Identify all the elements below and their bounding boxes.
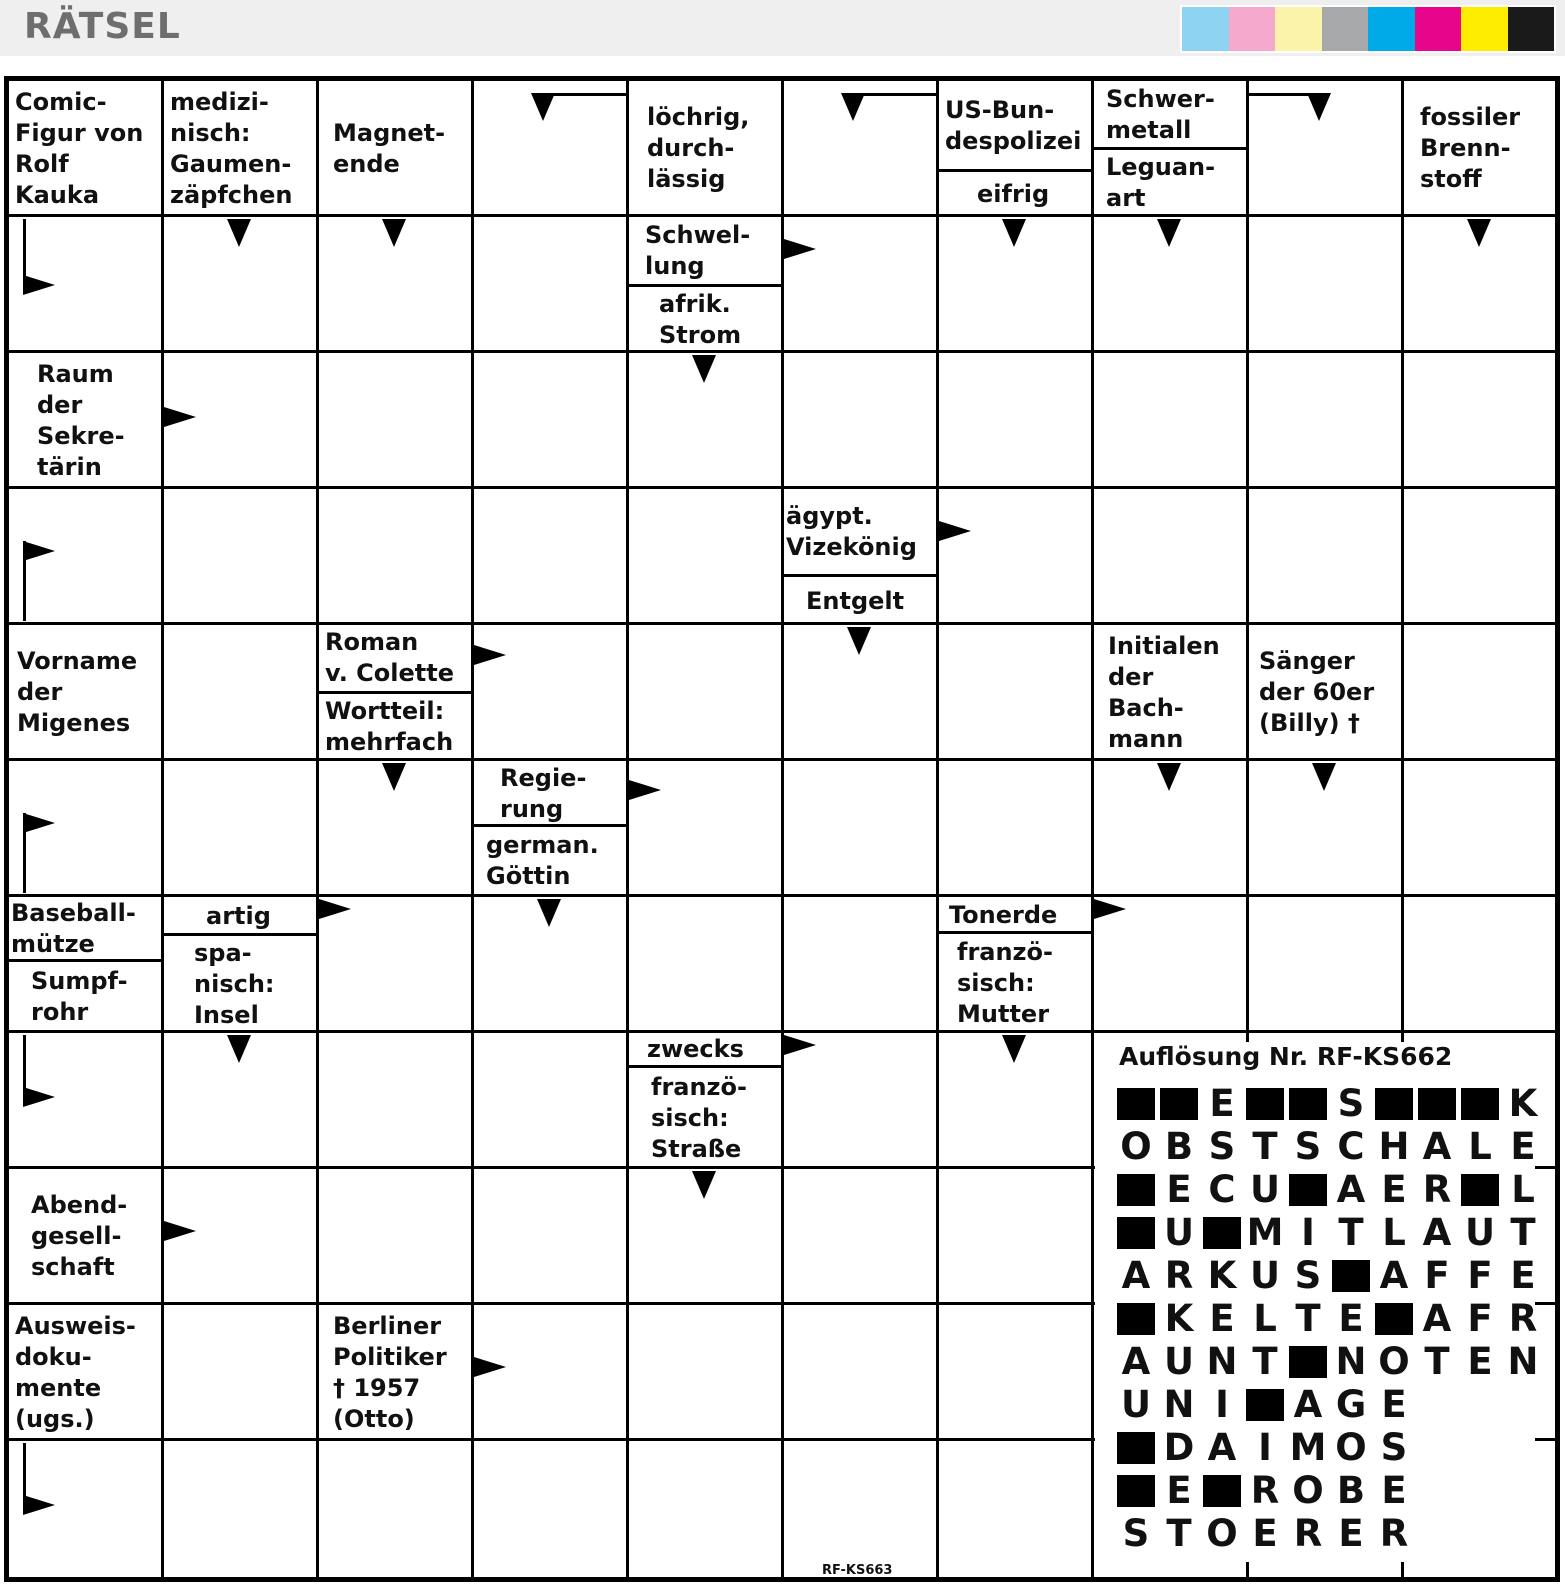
solution-letter: N bbox=[1335, 1340, 1367, 1383]
arrow-right-icon bbox=[784, 1035, 816, 1055]
grid-cell[interactable] bbox=[1249, 353, 1404, 489]
solution-letter: A bbox=[1379, 1254, 1409, 1297]
clue-german-goettin: german. Göttin bbox=[486, 831, 599, 890]
solution-letter: T bbox=[1510, 1211, 1536, 1254]
solution-block bbox=[1246, 1389, 1284, 1421]
solution-block bbox=[1160, 1088, 1198, 1120]
arrow-down-icon bbox=[1307, 93, 1331, 121]
clue-franz-strasse: franzö- sisch: Straße bbox=[651, 1072, 747, 1163]
arrow-down-icon bbox=[692, 1171, 716, 1199]
solution-letter: A bbox=[1293, 1383, 1323, 1426]
solution-letter: I bbox=[1301, 1211, 1315, 1254]
clue-us-bundespolizei: US-Bun- despolizei bbox=[945, 96, 1082, 155]
clue-eifrig: eifrig bbox=[977, 179, 1050, 208]
clue-zwecks: zwecks bbox=[647, 1034, 744, 1063]
solution-letter: S bbox=[1294, 1125, 1322, 1168]
solution-letter: N bbox=[1507, 1340, 1539, 1383]
clue-sumpfrohr: Sumpf- rohr bbox=[31, 967, 128, 1026]
solution-letter: R bbox=[1379, 1512, 1409, 1555]
grid-cell[interactable] bbox=[939, 1169, 1094, 1305]
solution-letter: R bbox=[1508, 1297, 1538, 1340]
clue-comic-figur: Comic- Figur von Rolf Kauka bbox=[15, 87, 144, 209]
color-swatch bbox=[1322, 7, 1369, 51]
arrow-right-icon bbox=[23, 275, 55, 295]
solution-letter: E bbox=[1381, 1383, 1407, 1426]
arrow-down-icon bbox=[1157, 763, 1181, 791]
solution-block bbox=[1117, 1303, 1155, 1335]
arrow-right-icon bbox=[164, 407, 196, 427]
solution-letter: B bbox=[1164, 1125, 1194, 1168]
solution-letter: E bbox=[1510, 1125, 1536, 1168]
arrow-down-icon bbox=[692, 355, 716, 383]
arrow-right-icon bbox=[23, 813, 55, 833]
solution-letter: N bbox=[1206, 1340, 1238, 1383]
color-swatch bbox=[1368, 7, 1415, 51]
solution-letter: C bbox=[1337, 1125, 1365, 1168]
clue-schwellung: Schwel- lung bbox=[645, 220, 751, 280]
solution-letter: H bbox=[1378, 1125, 1410, 1168]
solution-block bbox=[1117, 1088, 1155, 1120]
arrow-down-icon bbox=[227, 219, 251, 247]
grid-cell[interactable] bbox=[474, 1033, 629, 1169]
arrow-down-icon bbox=[847, 627, 871, 655]
grid-cell[interactable] bbox=[939, 489, 1094, 625]
solution-letter: M bbox=[1246, 1211, 1284, 1254]
arrow-right-icon bbox=[784, 239, 816, 259]
clue-saenger: Sänger der 60er (Billy) † bbox=[1259, 647, 1375, 737]
clue-artig: artig bbox=[206, 901, 271, 930]
grid-cell[interactable] bbox=[474, 1169, 629, 1305]
solution-letter: O bbox=[1206, 1512, 1238, 1555]
grid-cell[interactable] bbox=[629, 1441, 784, 1577]
grid-cell[interactable] bbox=[1404, 625, 1555, 761]
solution-letter: E bbox=[1381, 1469, 1407, 1512]
grid-cell[interactable] bbox=[939, 625, 1094, 761]
solution-block bbox=[1117, 1217, 1155, 1249]
solution-block bbox=[1203, 1475, 1241, 1507]
solution-letter: O bbox=[1120, 1125, 1152, 1168]
grid-cell[interactable] bbox=[164, 761, 319, 897]
grid-cell[interactable] bbox=[319, 489, 474, 625]
solution-letter: E bbox=[1381, 1168, 1407, 1211]
arrow-down-icon bbox=[1002, 219, 1026, 247]
arrow-down-icon bbox=[1157, 219, 1181, 247]
grid-cell[interactable] bbox=[784, 217, 939, 353]
solution-letter: D bbox=[1163, 1426, 1195, 1469]
arrow-down-icon bbox=[382, 763, 406, 791]
clue-spanisch-insel: spa- nisch: Insel bbox=[194, 938, 275, 1029]
solution-block bbox=[1117, 1174, 1155, 1206]
solution-row bbox=[1117, 1385, 1418, 1425]
solution-block bbox=[1117, 1432, 1155, 1464]
solution-block bbox=[1461, 1088, 1499, 1120]
solution-letter: N bbox=[1163, 1383, 1195, 1426]
solution-letter: E bbox=[1338, 1512, 1364, 1555]
grid-cell[interactable] bbox=[1404, 761, 1555, 897]
grid-cell[interactable] bbox=[784, 761, 939, 897]
arrow-right-icon bbox=[474, 645, 506, 665]
solution-letter: R bbox=[1293, 1512, 1323, 1555]
arrow-right-icon bbox=[23, 541, 55, 561]
solution-letter: F bbox=[1467, 1254, 1493, 1297]
solution-letter: E bbox=[1209, 1082, 1235, 1125]
solution-letter: K bbox=[1164, 1297, 1194, 1340]
solution-letter: R bbox=[1250, 1469, 1280, 1512]
color-swatch bbox=[1182, 7, 1229, 51]
clue-entgelt: Entgelt bbox=[806, 586, 905, 615]
clue-raum: Raum der Sekre- tärin bbox=[37, 359, 125, 481]
solution-letter: F bbox=[1467, 1297, 1493, 1340]
clue-franz-mutter: franzö- sisch: Mutter bbox=[957, 937, 1053, 1028]
solution-letter: A bbox=[1422, 1125, 1452, 1168]
solution-letter: U bbox=[1249, 1254, 1281, 1297]
solution-letter: K bbox=[1508, 1082, 1538, 1125]
arrow-right-icon bbox=[23, 1087, 55, 1107]
clue-ausweis: Ausweis- doku- mente (ugs.) bbox=[15, 1311, 136, 1433]
color-swatch bbox=[1229, 7, 1276, 51]
solution-letter: E bbox=[1252, 1512, 1278, 1555]
solution-letter: U bbox=[1120, 1383, 1152, 1426]
color-swatch bbox=[1275, 7, 1322, 51]
solution-letter: G bbox=[1335, 1383, 1367, 1426]
page-title: RÄTSEL bbox=[24, 6, 181, 47]
solution-letter: O bbox=[1335, 1426, 1367, 1469]
solution-block bbox=[1289, 1174, 1327, 1206]
solution-letter: S bbox=[1337, 1082, 1365, 1125]
arrow-right-icon bbox=[629, 780, 661, 800]
solution-letter: B bbox=[1336, 1469, 1366, 1512]
grid-cell[interactable] bbox=[1404, 353, 1555, 489]
grid-cell[interactable] bbox=[784, 353, 939, 489]
solution-letter: E bbox=[1166, 1469, 1192, 1512]
clue-leguanart: Leguan- art bbox=[1106, 153, 1216, 212]
grid-cell[interactable] bbox=[1249, 897, 1404, 1033]
solution-row bbox=[1117, 1213, 1547, 1253]
solution-letter: U bbox=[1249, 1168, 1281, 1211]
clue-berliner: Berliner Politiker † 1957 (Otto) bbox=[333, 1311, 447, 1433]
solution-row bbox=[1117, 1256, 1547, 1296]
clue-magnetende: Magnet- ende bbox=[333, 118, 446, 178]
solution-panel bbox=[1095, 1042, 1539, 1562]
solution-letter: L bbox=[1511, 1168, 1535, 1211]
clue-abendgesellschaft: Abend- gesell- schaft bbox=[31, 1191, 128, 1281]
clue-tonerde: Tonerde bbox=[949, 900, 1058, 929]
solution-letter: E bbox=[1510, 1254, 1536, 1297]
solution-block bbox=[1375, 1303, 1413, 1335]
clue-medizinisch: medizi- nisch: Gaumen- zäpfchen bbox=[170, 87, 293, 209]
solution-block bbox=[1375, 1088, 1413, 1120]
solution-block bbox=[1289, 1346, 1327, 1378]
solution-letter: I bbox=[1215, 1383, 1229, 1426]
clue-regierung: Regie- rung bbox=[500, 764, 587, 823]
solution-row bbox=[1117, 1428, 1418, 1468]
solution-block bbox=[1246, 1088, 1284, 1120]
solution-row bbox=[1117, 1514, 1418, 1554]
clue-afrik-strom: afrik. Strom bbox=[659, 289, 742, 349]
grid-cell[interactable] bbox=[474, 353, 629, 489]
solution-letter: T bbox=[1252, 1340, 1278, 1383]
clue-baseball: Baseball- mütze bbox=[11, 899, 136, 958]
solution-title: Auflösung Nr. RF-KS662 bbox=[1119, 1042, 1453, 1071]
arrow-down-icon bbox=[382, 219, 406, 247]
arrow-right-icon bbox=[164, 1221, 196, 1241]
clue-roman: Roman v. Colette bbox=[325, 628, 454, 687]
clue-loechrig: löchrig, durch- lässig bbox=[647, 103, 750, 193]
solution-letter: T bbox=[1166, 1512, 1192, 1555]
solution-letter: R bbox=[1422, 1168, 1452, 1211]
grid-cell[interactable] bbox=[784, 897, 939, 1033]
arrow-down-icon bbox=[1002, 1035, 1026, 1063]
grid-cell[interactable] bbox=[474, 217, 629, 353]
solution-letter: E bbox=[1467, 1340, 1493, 1383]
solution-letter: M bbox=[1289, 1426, 1327, 1469]
solution-row bbox=[1117, 1471, 1418, 1511]
solution-block bbox=[1289, 1088, 1327, 1120]
clue-fossiler: fossiler Brenn- stoff bbox=[1420, 103, 1521, 193]
solution-row bbox=[1117, 1170, 1547, 1210]
arrow-down-icon bbox=[1312, 763, 1336, 791]
solution-letter: T bbox=[1252, 1125, 1278, 1168]
arrow-right-icon bbox=[1094, 899, 1126, 919]
solution-row bbox=[1117, 1084, 1547, 1124]
solution-row bbox=[1117, 1127, 1547, 1167]
solution-letter: L bbox=[1382, 1211, 1406, 1254]
solution-letter: S bbox=[1380, 1426, 1408, 1469]
solution-letter: A bbox=[1422, 1297, 1452, 1340]
color-swatch bbox=[1461, 7, 1508, 51]
grid-cell[interactable] bbox=[319, 1033, 474, 1169]
grid-cell[interactable] bbox=[1094, 489, 1249, 625]
solution-letter: A bbox=[1336, 1168, 1366, 1211]
arrow-right-icon bbox=[319, 899, 351, 919]
solution-letter: S bbox=[1122, 1512, 1150, 1555]
grid-cell[interactable] bbox=[164, 1441, 319, 1577]
color-swatch bbox=[1508, 7, 1555, 51]
arrow-right-icon bbox=[939, 521, 971, 541]
grid-cell[interactable] bbox=[164, 625, 319, 761]
grid-cell[interactable] bbox=[784, 1441, 939, 1577]
grid-cell[interactable] bbox=[1094, 353, 1249, 489]
grid-cell[interactable] bbox=[1404, 489, 1555, 625]
solution-letter: U bbox=[1163, 1211, 1195, 1254]
grid-cell[interactable] bbox=[474, 489, 629, 625]
solution-letter: I bbox=[1258, 1426, 1272, 1469]
color-calibration-strip bbox=[1180, 5, 1556, 53]
solution-letter: A bbox=[1422, 1211, 1452, 1254]
solution-letter: C bbox=[1208, 1168, 1236, 1211]
solution-letter: E bbox=[1209, 1297, 1235, 1340]
solution-letter: A bbox=[1207, 1426, 1237, 1469]
clue-wortteil: Wortteil: mehrfach bbox=[325, 697, 454, 756]
solution-letter: F bbox=[1424, 1254, 1450, 1297]
solution-letter: T bbox=[1424, 1340, 1450, 1383]
arrow-down-icon bbox=[841, 93, 865, 121]
grid-cell[interactable] bbox=[629, 897, 784, 1033]
puzzle-code: RF-KS663 bbox=[822, 1563, 893, 1578]
grid-cell[interactable] bbox=[164, 1305, 319, 1441]
grid-cell[interactable] bbox=[939, 1305, 1094, 1441]
arrow-down-icon bbox=[227, 1035, 251, 1063]
solution-row bbox=[1117, 1299, 1547, 1339]
grid-cell[interactable] bbox=[939, 1441, 1094, 1577]
solution-letter: A bbox=[1121, 1254, 1151, 1297]
solution-block bbox=[1461, 1174, 1499, 1206]
header-bar bbox=[0, 0, 1565, 56]
solution-letter: U bbox=[1163, 1340, 1195, 1383]
grid-cell[interactable] bbox=[1249, 489, 1404, 625]
clue-vorname: Vorname der Migenes bbox=[17, 647, 138, 737]
solution-block bbox=[1203, 1217, 1241, 1249]
solution-letter: T bbox=[1338, 1211, 1364, 1254]
grid-cell[interactable] bbox=[784, 1305, 939, 1441]
arrow-down-icon bbox=[1467, 219, 1491, 247]
arrow-right-icon bbox=[474, 1357, 506, 1377]
grid-cell[interactable] bbox=[629, 1305, 784, 1441]
clue-initialen: Initialen der Bach- mann bbox=[1108, 631, 1220, 753]
grid-cell[interactable] bbox=[939, 761, 1094, 897]
arrow-down-icon bbox=[537, 899, 561, 927]
grid-cell[interactable] bbox=[319, 1169, 474, 1305]
solution-block bbox=[1418, 1088, 1456, 1120]
grid-cell[interactable] bbox=[319, 353, 474, 489]
solution-letter: E bbox=[1166, 1168, 1192, 1211]
solution-letter: T bbox=[1295, 1297, 1321, 1340]
arrow-down-icon bbox=[531, 93, 555, 121]
grid-cell[interactable] bbox=[629, 625, 784, 761]
clue-aegypt: ägypt. Vizekönig bbox=[786, 501, 917, 561]
solution-letter: L bbox=[1253, 1297, 1277, 1340]
solution-letter: A bbox=[1121, 1340, 1151, 1383]
solution-letter: E bbox=[1338, 1297, 1364, 1340]
color-swatch bbox=[1415, 7, 1462, 51]
grid-cell[interactable] bbox=[939, 353, 1094, 489]
solution-letter: O bbox=[1292, 1469, 1324, 1512]
solution-letter: L bbox=[1468, 1125, 1492, 1168]
grid-cell[interactable] bbox=[1404, 897, 1555, 1033]
solution-letter: O bbox=[1378, 1340, 1410, 1383]
grid-cell[interactable] bbox=[784, 1169, 939, 1305]
solution-letter: S bbox=[1208, 1125, 1236, 1168]
solution-row bbox=[1117, 1342, 1547, 1382]
arrow-right-icon bbox=[23, 1495, 55, 1515]
grid-cell[interactable] bbox=[629, 489, 784, 625]
clue-schwermetall: Schwer- metall bbox=[1106, 85, 1215, 144]
solution-letter: R bbox=[1164, 1254, 1194, 1297]
solution-letter: K bbox=[1207, 1254, 1237, 1297]
grid-cell[interactable] bbox=[319, 1441, 474, 1577]
grid-cell[interactable] bbox=[164, 489, 319, 625]
grid-cell[interactable] bbox=[474, 1441, 629, 1577]
solution-letter: S bbox=[1294, 1254, 1322, 1297]
solution-letter: U bbox=[1464, 1211, 1496, 1254]
grid-cell[interactable] bbox=[1249, 217, 1404, 353]
solution-block bbox=[1332, 1260, 1370, 1292]
solution-block bbox=[1117, 1475, 1155, 1507]
